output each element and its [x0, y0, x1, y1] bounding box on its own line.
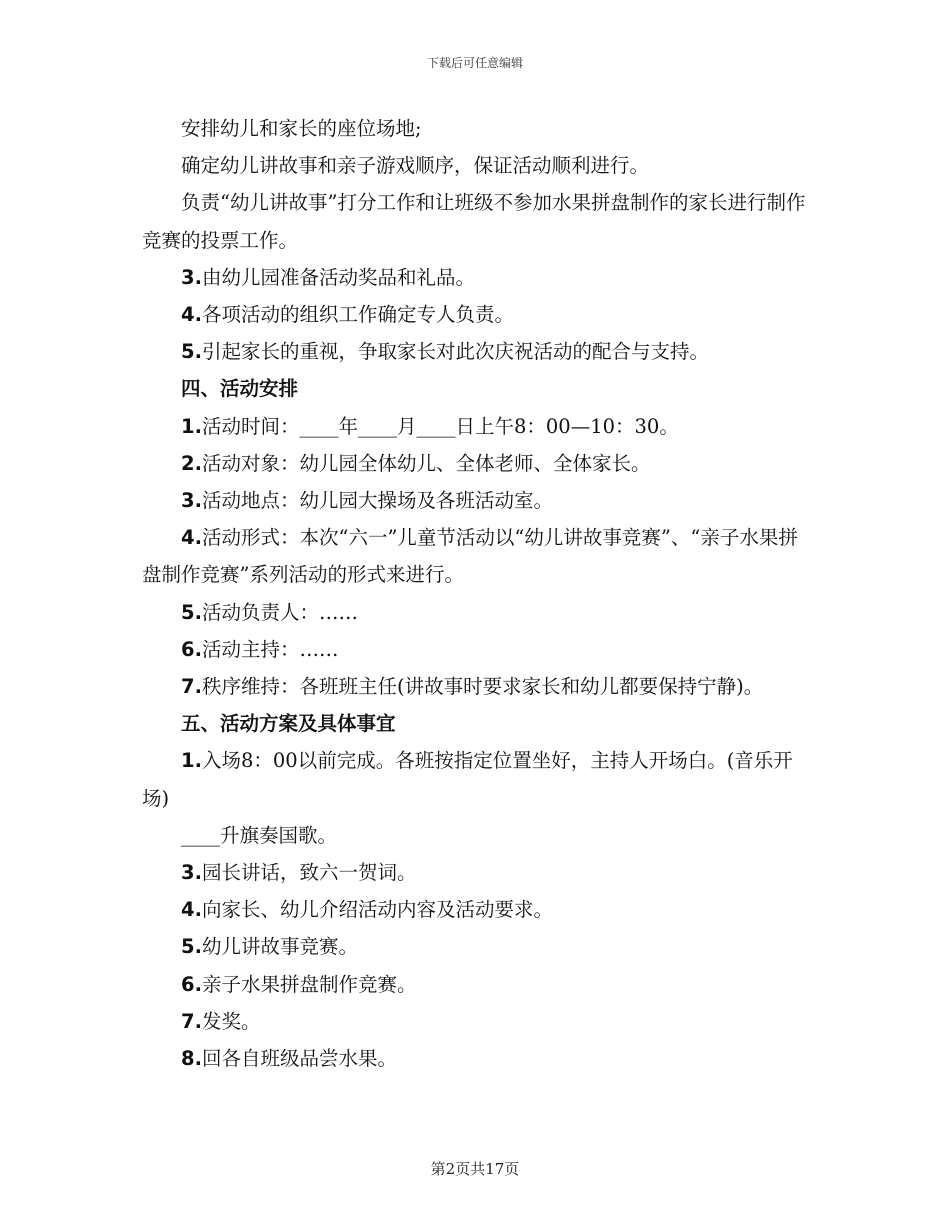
paragraph-text: 活动对象：幼儿园全体幼儿、全体老师、全体家长。: [201, 451, 651, 475]
paragraph-text: 五、活动方案及具体事宜: [181, 712, 396, 736]
paragraph-text: 活动主持：……: [201, 637, 339, 661]
paragraph-text: 负责“幼儿讲故事”打分工作和让班级不参加水果拼盘制作的家长进行制作竞赛的投票工作。: [142, 191, 806, 252]
list-number: 6.: [181, 972, 202, 996]
paragraph: [142, 742, 808, 816]
paragraph: [142, 928, 808, 965]
paragraph: [142, 594, 808, 631]
paragraph: [142, 891, 808, 928]
paragraph: [142, 817, 808, 854]
list-number: 1.: [181, 414, 202, 438]
paragraph-text: 入场8：00以前完成。各班按指定位置坐好，主持人开场白。(音乐开场): [142, 749, 793, 810]
list-number: 3.: [181, 265, 202, 289]
paragraph-text: 回各自班级品尝水果。: [201, 1047, 397, 1071]
paragraph-text: 确定幼儿讲故事和亲子游戏顺序，保证活动顺利进行。: [181, 154, 650, 178]
paragraph: [142, 854, 808, 891]
paragraph: [142, 519, 808, 593]
paragraph-text: 由幼儿园准备活动奖品和礼品。: [201, 265, 475, 289]
list-number: 5.: [181, 340, 202, 364]
paragraph-text: 引起家长的重视，争取家长对此次庆祝活动的配合与支持。: [201, 340, 709, 364]
list-number: 6.: [181, 637, 202, 661]
list-number: 4.: [181, 526, 202, 550]
list-number: 5.: [181, 600, 202, 624]
paragraph-text: 亲子水果拼盘制作竞赛。: [201, 972, 417, 996]
list-number: 3.: [181, 489, 202, 513]
paragraph-text: 安排幼儿和家长的座位场地;: [181, 117, 422, 140]
paragraph: [142, 966, 808, 1003]
paragraph-text: 园长讲话，致六一贺词。: [201, 861, 417, 885]
list-number: 2.: [181, 451, 202, 475]
document-body: [142, 110, 808, 1077]
paragraph: [142, 482, 808, 519]
paragraph: [142, 668, 808, 705]
list-number: 3.: [181, 861, 202, 885]
list-number: 4.: [181, 303, 202, 327]
list-number: 7.: [181, 675, 202, 699]
section-heading: [142, 705, 808, 742]
paragraph: [142, 110, 808, 147]
list-number: 8.: [181, 1047, 202, 1071]
paragraph: [142, 333, 808, 370]
paragraph-text: 活动地点：幼儿园大操场及各班活动室。: [201, 489, 553, 513]
page-footer: 第2页共17页: [430, 1160, 520, 1178]
list-number: 4.: [181, 898, 202, 922]
paragraph: [142, 184, 808, 258]
paragraph-text: 四、活动安排: [181, 377, 299, 401]
paragraph-text: 活动时间：____年____月____日上午8：00—10：30。: [201, 414, 679, 438]
paragraph: [142, 1040, 808, 1077]
list-number: 7.: [181, 1009, 202, 1033]
list-number: 5.: [181, 935, 202, 959]
section-heading: [142, 370, 808, 407]
paragraph-text: 各项活动的组织工作确定专人负责。: [201, 303, 514, 327]
paragraph: [142, 445, 808, 482]
paragraph-text: 秩序维持：各班班主任(讲故事时要求家长和幼儿都要保持宁静)。: [201, 675, 764, 699]
paragraph-text: 活动形式：本次“六一”儿童节活动以“幼儿讲故事竞赛”、“亲子水果拼盘制作竞赛”系列活动的形式来进行。: [142, 526, 798, 587]
paragraph-text: 发奖。: [201, 1009, 261, 1033]
paragraph-text: 幼儿讲故事竞赛。: [201, 935, 358, 959]
paragraph: [142, 259, 808, 296]
paragraph: [142, 631, 808, 668]
paragraph: [142, 408, 808, 445]
paragraph-text: 活动负责人：……: [201, 600, 358, 624]
paragraph-text: 向家长、幼儿介绍活动内容及活动要求。: [201, 898, 553, 922]
list-number: 1.: [181, 749, 202, 773]
paragraph: [142, 1003, 808, 1040]
paragraph: [142, 296, 808, 333]
paragraph: [142, 147, 808, 184]
paragraph-text: ____升旗奏国歌。: [181, 823, 338, 847]
page-header: 下载后可任意编辑: [426, 56, 523, 70]
